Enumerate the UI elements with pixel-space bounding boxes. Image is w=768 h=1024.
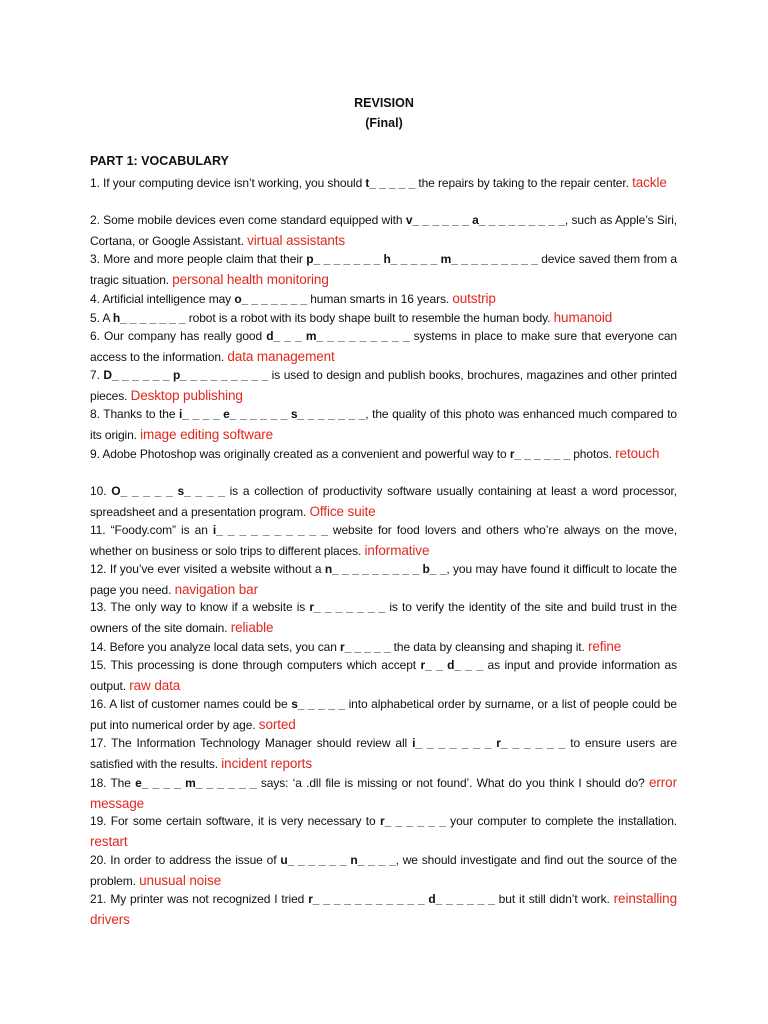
question-item [90, 366, 677, 406]
answer-text: refine [588, 639, 622, 654]
blank-hint: r_ _ _ _ _ _ _ [309, 600, 386, 614]
question-text: but it still didn’t work. [494, 892, 614, 906]
question-text: to ensure users are satisfied with the results. [90, 736, 677, 771]
question-item [90, 851, 677, 891]
question-text: , the quality of this photo was enhanced much compared to its origin. [90, 407, 677, 442]
question-text: 18. The [90, 776, 136, 790]
blank-hint: r_ _ d_ _ _ [420, 658, 484, 672]
answer-text: informative [364, 542, 430, 558]
question-item [90, 598, 677, 638]
answer-text: sorted [258, 716, 296, 732]
blank-hint: u_ _ _ _ _ _ n_ _ _ _ [280, 853, 396, 867]
blank-hint: p_ _ _ _ _ _ _ h_ _ _ _ _ m_ _ _ _ _ _ _ _ _ [306, 252, 538, 266]
question-item [90, 734, 677, 774]
question-text: systems in place to make sure that everyone can access to the information. [90, 329, 677, 364]
question-text: your computer to complete the installation. [445, 814, 678, 828]
question-text: , you may have found it difficult to locate the page you need. [90, 562, 677, 597]
blank-hint: t_ _ _ _ _ [365, 176, 416, 190]
question-text: as input and provide information as output. [90, 658, 678, 693]
blank-hint: r_ _ _ _ _ [340, 640, 391, 654]
question-item [90, 812, 677, 852]
question-text: 11. “Foody.com” is an [90, 523, 213, 537]
answer-text: reinstalling drivers [90, 891, 677, 927]
question-item [90, 521, 677, 561]
question-text: 21. My printer was not recognized I tried [90, 892, 309, 906]
question-text: 13. The only way to know if a website is [90, 600, 310, 614]
question-item [90, 637, 677, 658]
question-text: , we should investigate and find out the source of the problem. [90, 853, 677, 888]
answer-text: tackle [632, 175, 667, 190]
question-text: is to verify the identity of the site and build trust in the owners of the site domain. [90, 600, 677, 635]
question-item [90, 560, 677, 600]
question-item [90, 289, 677, 310]
blank-hint: s_ _ _ _ _ [291, 697, 345, 711]
answer-text: personal health monitoring [172, 271, 329, 287]
question-text: 6. Our company has really good [90, 329, 267, 343]
blank-hint: o_ _ _ _ _ _ _ [234, 292, 307, 306]
question-text: the repairs by taking to the repair center. [415, 176, 633, 190]
answer-text: raw data [129, 677, 181, 693]
question-text: 7. [90, 368, 104, 382]
blank-hint: n_ _ _ _ _ _ _ _ _ b_ _ [324, 562, 447, 576]
question-text: is used to design and publish books, brochures, magazines and other printed pieces. [90, 368, 677, 403]
question-text: 20. In order to address the issue of [90, 853, 281, 867]
question-text: device saved them from a tragic situation. [90, 252, 677, 287]
question-text: 15. This processing is done through computers which accept [90, 658, 421, 672]
answer-text: retouch [615, 446, 660, 461]
question-text: 16. A list of customer names could be [90, 697, 292, 711]
question-text: 19. For some certain software, it is very necessary to [90, 814, 380, 828]
question-item [90, 656, 677, 696]
question-text: robot is a robot with its body shape built to resemble the human body. [185, 311, 554, 325]
question-text: 1. If your computing device isn’t working, you should [90, 176, 366, 190]
blank-hint: i_ _ _ _ e_ _ _ _ _ _ s_ _ _ _ _ _ _ [179, 407, 366, 421]
question-item [90, 250, 677, 290]
answer-text: data management [227, 348, 335, 364]
page-subtitle: (Final) [365, 116, 403, 130]
answer-text: reliable [230, 619, 274, 635]
question-text: website for food lovers and others who’re always on the move, whether on business or solo trips to different places. [90, 523, 677, 558]
question-text: , such as Apple’s Siri, Cortana, or Google Assistant. [90, 213, 678, 248]
question-text: the data by cleansing and shaping it. [390, 640, 588, 654]
blank-hint: d_ _ _ m_ _ _ _ _ _ _ _ _ [266, 329, 410, 343]
blank-hint: O_ _ _ _ _ s_ _ _ _ [111, 484, 225, 498]
question-text: 17. The Information Technology Manager should review all [90, 736, 413, 750]
blank-hint: v_ _ _ _ _ _ a_ _ _ _ _ _ _ _ _ [405, 213, 565, 227]
blank-hint: r_ _ _ _ _ _ _ _ _ _ _ d_ _ _ _ _ _ [308, 892, 495, 906]
question-text: human smarts in 16 years. [306, 292, 453, 306]
question-text: 5. A [90, 311, 113, 325]
blank-hint: i_ _ _ _ _ _ _ _ _ _ [212, 523, 328, 537]
blank-hint: e_ _ _ _ m_ _ _ _ _ _ [135, 776, 257, 790]
answer-text: virtual assistants [247, 232, 346, 248]
question-text: 14. Before you analyze local data sets, you can [90, 640, 341, 654]
question-text: 9. Adobe Photoshop was originally created as a convenient and powerful way to [90, 447, 510, 461]
question-text: 12. If you’ve ever visited a website without a [90, 562, 325, 576]
question-item [90, 405, 677, 445]
question-item [90, 773, 677, 814]
question-item [90, 695, 677, 735]
question-text: into alphabetical order by surname, or a list of people could be put into numerical order by age. [90, 697, 677, 732]
question-item [90, 211, 677, 251]
answer-text: Office suite [309, 503, 376, 519]
question-text: 8. Thanks to the [90, 407, 180, 421]
blank-hint: h_ _ _ _ _ _ _ [112, 311, 186, 325]
answer-text: error message [90, 775, 677, 811]
blank-hint: i_ _ _ _ _ _ _ r_ _ _ _ _ _ [412, 736, 566, 750]
blank-hint: D_ _ _ _ _ _ p_ _ _ _ _ _ _ _ _ [103, 368, 269, 382]
question-item [90, 889, 677, 930]
question-item [90, 327, 677, 367]
question-text: photos. [570, 447, 616, 461]
blank-hint: r_ _ _ _ _ _ [509, 447, 570, 461]
answer-text: humanoid [553, 310, 613, 325]
part-heading: PART 1: VOCABULARY [90, 154, 229, 168]
answer-text: navigation bar [174, 581, 258, 597]
answer-text: restart [90, 833, 128, 849]
question-text: says: ‘a .dll file is missing or not found’. What do you think I should do? [256, 776, 649, 790]
question-text: is a collection of productivity software usually containing at least a word processor, spreadsheet and a presentation program. [90, 484, 677, 519]
answer-text: outstrip [452, 291, 496, 306]
answer-text: incident reports [221, 755, 312, 771]
question-item [90, 308, 677, 329]
question-text: 4. Artificial intelligence may [90, 292, 235, 306]
question-text: 2. Some mobile devices even come standard equipped with [90, 213, 406, 227]
answer-text: unusual noise [139, 872, 222, 888]
question-text: 10. [90, 484, 112, 498]
question-item [90, 173, 677, 194]
answer-text: image editing software [140, 426, 274, 442]
question-item [90, 482, 677, 522]
blank-hint: r_ _ _ _ _ _ [379, 814, 446, 828]
question-item [90, 444, 677, 465]
page-title: REVISION [354, 96, 414, 110]
question-text: 3. More and more people claim that their [90, 252, 307, 266]
answer-text: Desktop publishing [130, 387, 243, 403]
